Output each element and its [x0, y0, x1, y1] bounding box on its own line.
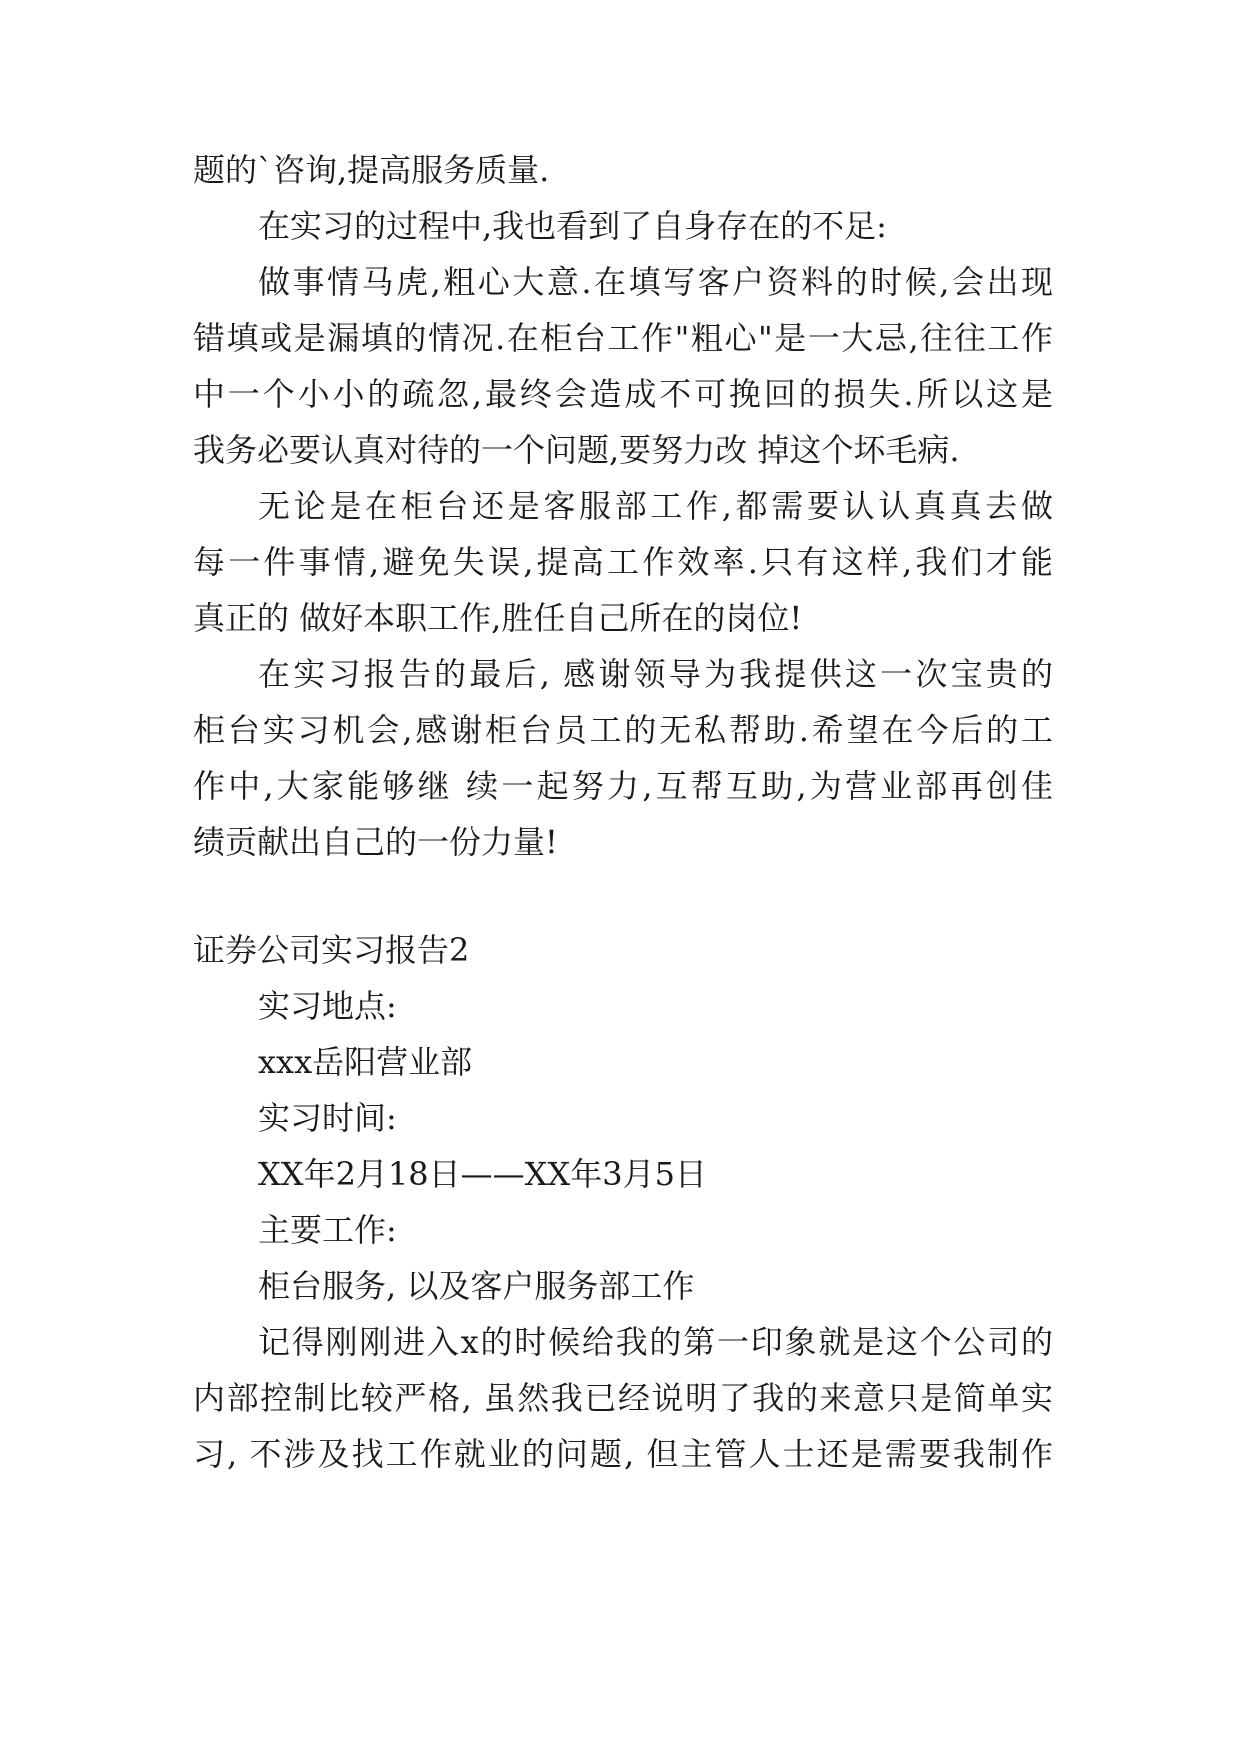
paragraph-line: 中一个小小的疏忽,最终会造成不可挽回的损失.所以这是 — [193, 375, 1053, 413]
info-label: 实习时间: — [258, 1099, 397, 1137]
info-label: 实习地点: — [258, 987, 397, 1025]
paragraph-line: 在实习的过程中,我也看到了自身存在的不足: — [258, 207, 887, 245]
paragraph-line: 题的`咨询,提高服务质量. — [193, 151, 550, 189]
paragraph-line: 错填或是漏填的情况.在柜台工作"粗心"是一大忌,往往工作 — [193, 319, 1053, 357]
section-heading: 证券公司实习报告2 — [193, 931, 470, 969]
info-value: 柜台服务, 以及客户服务部工作 — [258, 1267, 695, 1305]
paragraph-line: 习, 不涉及找工作就业的问题, 但主管人士还是需要我制作 — [193, 1435, 1053, 1473]
paragraph-line: 作中,大家能够继 续一起努力,互帮互助,为营业部再创佳 — [193, 767, 1053, 805]
paragraph-line: 柜台实习机会,感谢柜台员工的无私帮助.希望在今后的工 — [193, 711, 1053, 749]
info-label: 主要工作: — [258, 1211, 397, 1249]
paragraph-line: 无论是在柜台还是客服部工作,都需要认认真真去做 — [258, 487, 1053, 525]
paragraph-line: 真正的 做好本职工作,胜任自己所在的岗位! — [193, 599, 803, 637]
paragraph-line: 做事情马虎,粗心大意.在填写客户资料的时候,会出现 — [258, 263, 1053, 301]
paragraph-line: 记得刚刚进入x的时候给我的第一印象就是这个公司的 — [258, 1323, 1053, 1361]
paragraph-line: 绩贡献出自己的一份力量! — [193, 823, 558, 861]
paragraph-line: 每一件事情,避免失误,提高工作效率.只有这样,我们才能 — [193, 543, 1053, 581]
paragraph-line: 内部控制比较严格, 虽然我已经说明了我的来意只是简单实 — [193, 1379, 1053, 1417]
info-value: xxx岳阳营业部 — [258, 1043, 473, 1081]
info-value: XX年2月18日——XX年3月5日 — [258, 1155, 707, 1193]
paragraph-line: 在实习报告的最后, 感谢领导为我提供这一次宝贵的 — [258, 655, 1053, 693]
paragraph-line: 我务必要认真对待的一个问题,要努力改 掉这个坏毛病. — [193, 431, 960, 469]
